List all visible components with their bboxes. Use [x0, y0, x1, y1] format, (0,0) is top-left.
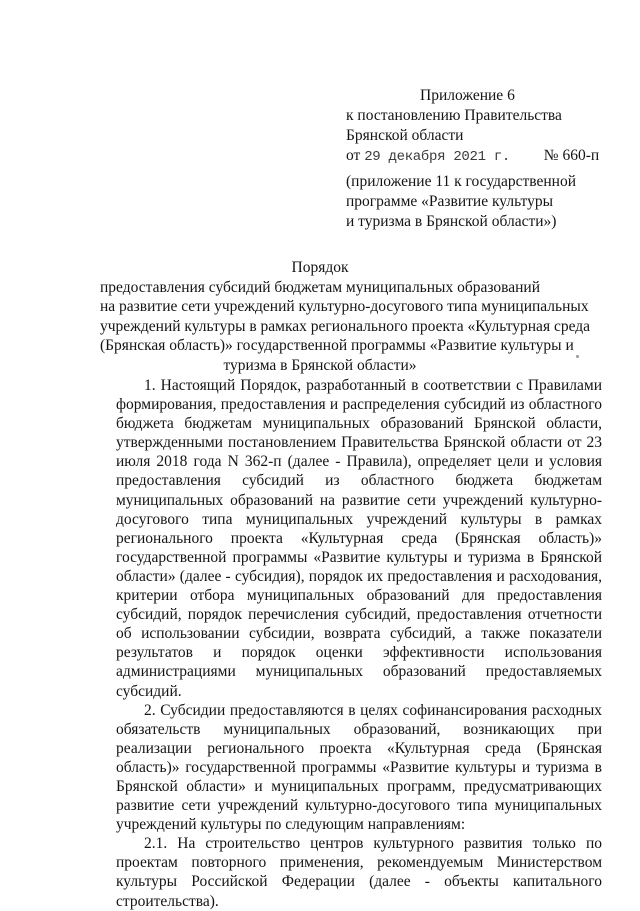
resolution-date: 29 декабря 2021 г.: [364, 149, 511, 165]
title-line-5: туризма в Брянской области»: [223, 356, 417, 374]
program-reference-line-3: и туризма в Брянской области»): [346, 213, 557, 230]
title-heading: Порядок: [291, 259, 349, 276]
resolution-date-line: [346, 146, 608, 167]
scan-speck: [576, 355, 579, 358]
title-line-3: учреждений культуры в рамках регионального проекта «Культурная среда: [100, 317, 591, 335]
resolution-reference: к постановлению Правительства: [346, 107, 562, 124]
appendix-number: Приложение 6: [420, 87, 515, 104]
appendix-header: [346, 86, 608, 167]
region-name: Брянской области: [346, 127, 464, 144]
paragraph-1: 1. Настоящий Порядок, разработанный в соответствии с Правилами формирования, предоставления и распределения субсидий из областного бюджета бюджетам муниципальных образований Брянской области, утвержденными постановлением Правительства Брянской области от 23 июля 2018 года N 362-п (далее - Правила), определяет цели и условия предоставления субсидий из областного бюджета бюджетам муниципальных образований на развитие сети учреждений культурно-досугового типа муниципальных учреждений культуры в рамках регионального проекта «Культурная среда (Брянская область)» государственной программы «Развитие культуры и туризма в Брянской области» (далее - субсидия), порядок их предоставления и расходования, критерии отбора муниципальных образований для предоставления субсидий, порядок перечисления субсидий, предоставления отчетности об использовании субсидии, возврата субсидий, а также показатели результатов и порядок оценки эффективности использования администрациями муниципальных образований предоставляемых субсидий.: [116, 377, 602, 700]
date-prefix: от: [346, 147, 361, 164]
title-line-1: предоставления субсидий бюджетам муниципальных образований: [100, 278, 541, 296]
document-body: [116, 376, 602, 911]
document-title: [100, 258, 591, 376]
paragraph-2-1: 2.1. На строительство центров культурного развития только по проектам повторного применения, рекомендуемым Министерством культуры Российской Федерации (далее - объекты капитального строительства).: [116, 835, 602, 910]
program-reference-line-1: (приложение 11 к государственной: [346, 173, 577, 190]
paragraph-2: 2. Субсидии предоставляются в целях софинансирования расходных обязательств муниципальных образований, возникающих при реализации регионального проекта «Культурная среда (Брянская область)» государственной программы «Развитие культуры и туризма в Брянской области» и муниципальных программ, предусматривающих развитие сети учреждений культурно-досугового типа муниципальных учреждений культуры по следующим направлениям:: [116, 701, 602, 834]
program-reference: [346, 172, 608, 232]
title-line-2: на развитие сети учреждений культурно-досугового типа муниципальных: [100, 298, 589, 316]
program-reference-line-2: программе «Развитие культуры: [346, 193, 554, 210]
resolution-number: № 660-п: [543, 147, 600, 164]
title-line-4: (Брянская область)» государственной программы «Развитие культуры и: [100, 337, 574, 355]
